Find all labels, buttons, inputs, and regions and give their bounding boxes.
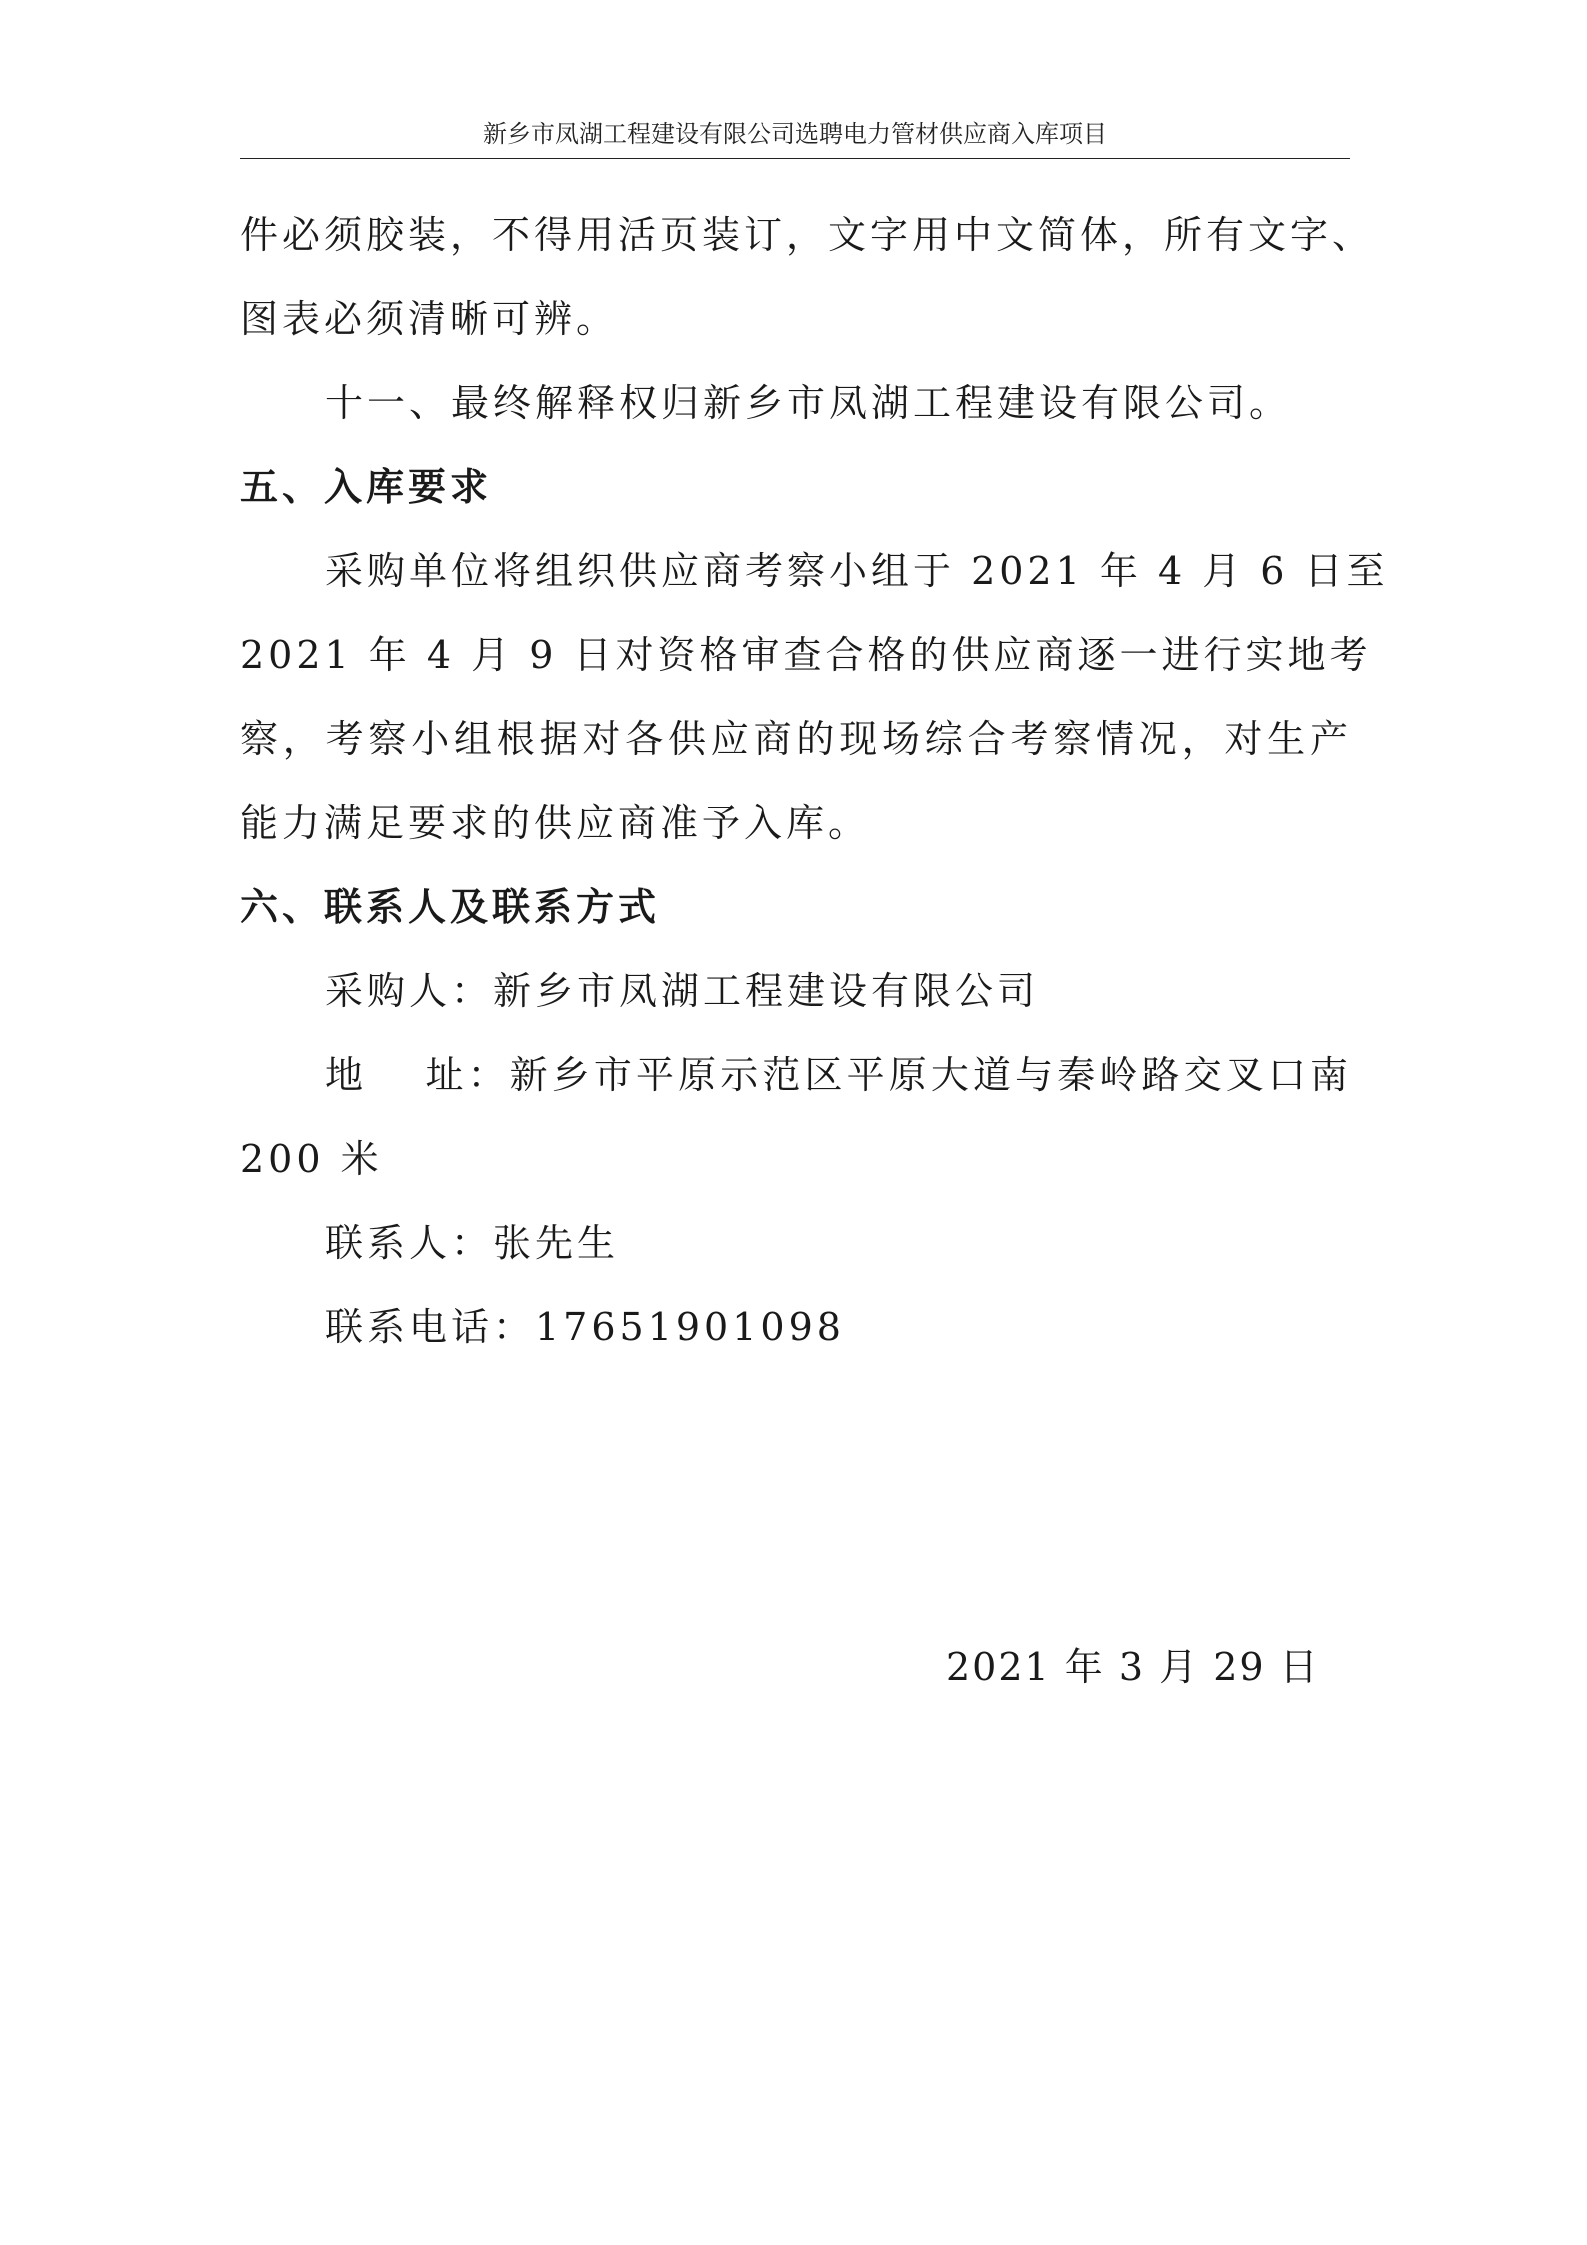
contact-person-line: 联系人：张先生 bbox=[325, 1221, 620, 1265]
purchaser-line: 采购人：新乡市凤湖工程建设有限公司 bbox=[325, 969, 1040, 1013]
document-date: 2021 年 3 月 29 日 bbox=[946, 1645, 1320, 1689]
item-eleven: 十一、最终解释权归新乡市凤湖工程建设有限公司。 bbox=[325, 381, 1292, 425]
contact-phone-line: 联系电话：17651901098 bbox=[325, 1305, 845, 1349]
paragraph-line: 能力满足要求的供应商准予入库。 bbox=[240, 801, 871, 845]
paragraph-line: 图表必须清晰可辨。 bbox=[240, 297, 619, 341]
header-title: 新乡市凤湖工程建设有限公司选聘电力管材供应商入库项目 bbox=[483, 120, 1107, 148]
section-heading-5: 五、入库要求 bbox=[240, 465, 493, 509]
paragraph-line: 采购单位将组织供应商考察小组于 2021 年 4 月 6 日至 bbox=[325, 549, 1389, 593]
page-header bbox=[240, 114, 1350, 159]
paragraph-line: 察，考察小组根据对各供应商的现场综合考察情况，对生产 bbox=[240, 717, 1352, 761]
section-heading-6: 六、联系人及联系方式 bbox=[240, 885, 661, 929]
paragraph-line: 2021 年 4 月 9 日对资格审查合格的供应商逐一进行实地考 bbox=[240, 633, 1372, 677]
address-line: 地 址：新乡市平原示范区平原大道与秦岭路交叉口南 bbox=[325, 1053, 1352, 1097]
paragraph-line: 件必须胶装，不得用活页装订，文字用中文简体，所有文字、 bbox=[240, 213, 1375, 257]
address-line-continued: 200 米 bbox=[240, 1137, 383, 1181]
